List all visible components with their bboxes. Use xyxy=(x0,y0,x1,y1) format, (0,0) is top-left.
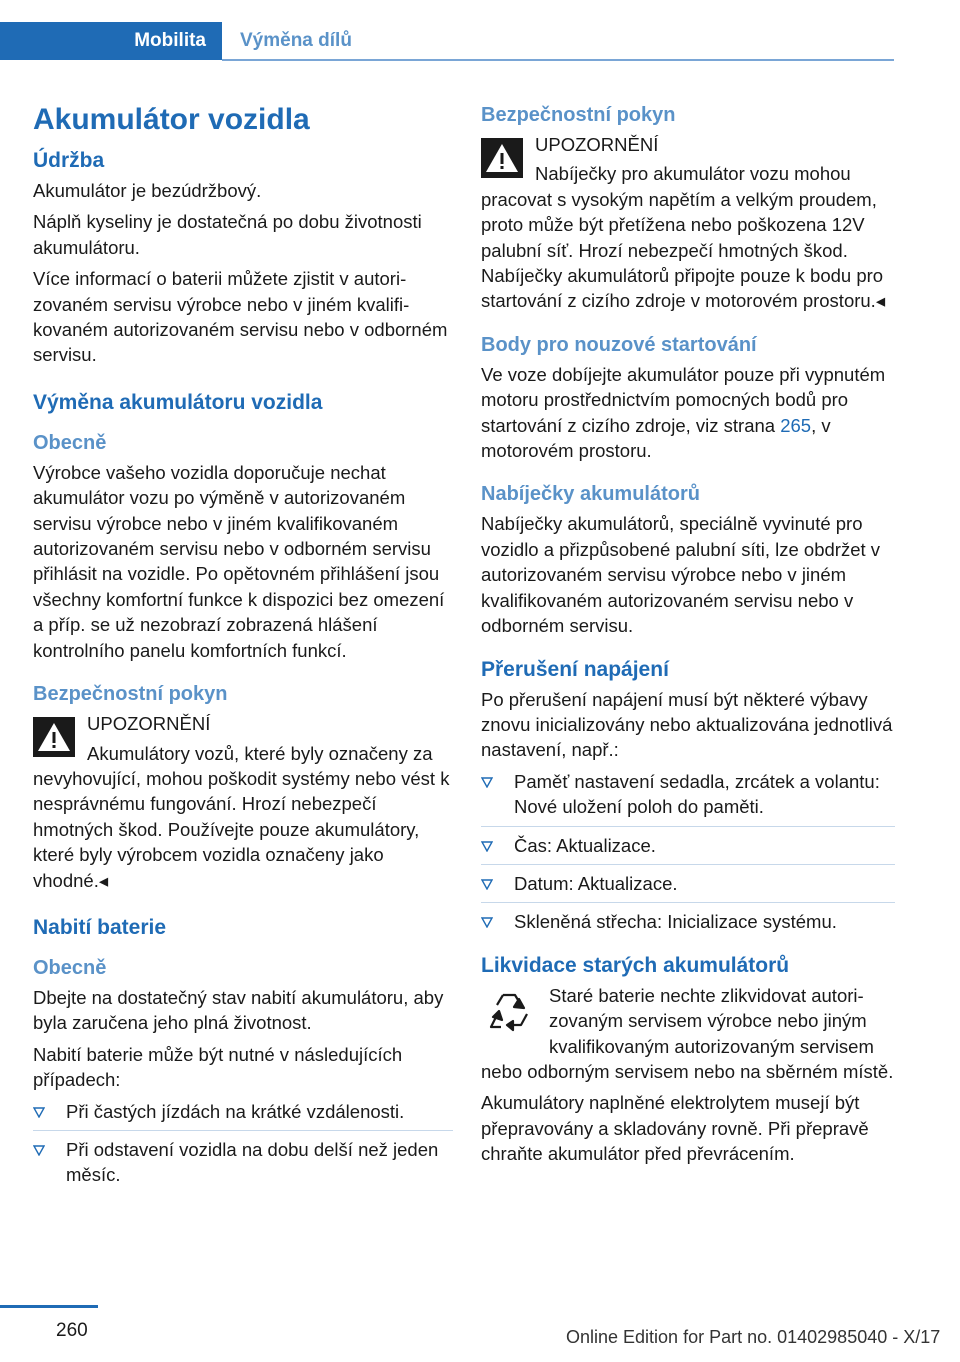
bullet-triangle-icon xyxy=(481,917,493,928)
heading-body: Body pro nouzové startování xyxy=(481,333,757,356)
paragraph: Dbejte na dostatečný stav nabití akumulátoru, aby byla zaručena jeho plná životnost. xyxy=(33,986,444,1034)
bullet-triangle-icon xyxy=(33,1145,45,1156)
heading-obecne: Obecně xyxy=(33,956,107,979)
bullet-triangle-icon xyxy=(33,1107,45,1118)
list-item-text: Při odstavení vozidla na dobu delší než jeden měsíc. xyxy=(66,1138,439,1186)
paragraph-text: , v motorovém prostoru. xyxy=(481,414,831,462)
list-item-text: Paměť nastavení sedadla, zrcátek a volantu: Nové uložení poloh do paměti. xyxy=(514,770,880,818)
list-item xyxy=(481,909,895,934)
list-item-text: Skleněná střecha: Inicializace systému. xyxy=(514,911,837,933)
page-header xyxy=(0,22,894,60)
warning-icon xyxy=(481,138,523,178)
list-item xyxy=(481,871,895,896)
header-divider xyxy=(222,59,894,61)
page-title: Akumulátor vozidla xyxy=(33,103,310,136)
bullet-list xyxy=(481,769,895,935)
paragraph: Akumulátory naplněné elektrolytem musejí být přepravovány a skladovány rovně. Při přepravě chraňte akumulátor před převrácením. xyxy=(481,1092,869,1165)
paragraph-text: Ve voze dobíjejte akumulátor pouze při vypnutém motoru prostřednictvím pomocných bodů pro startování z cizího zdroje, viz strana xyxy=(481,363,886,436)
list-divider xyxy=(481,826,895,827)
bullet-triangle-icon xyxy=(481,777,493,788)
list-item xyxy=(33,1137,453,1188)
list-divider xyxy=(481,864,895,865)
section-tab: Výměna dílů xyxy=(240,30,352,51)
page-number: 260 xyxy=(56,1320,88,1341)
heading-likvidace: Likvidace starých akumulátorů xyxy=(481,953,790,977)
list-item xyxy=(481,833,895,858)
bullet-list xyxy=(33,1099,453,1188)
warning-text: Akumulátory vozů, které byly označeny za nevyhovující, mohou poškodit systémy nebo vést k nesprávnému fungování. Hrozí nebezpečí hmotných škod. Používejte pouze akumulátory, které byly výrobcem vozidla označeny jako vhodné.◂ xyxy=(33,742,450,891)
chapter-tab: Mobilita xyxy=(0,22,222,60)
warning-box xyxy=(33,711,453,893)
edition-text: Online Edition for Part no. 01402985040 - X/17 xyxy=(566,1327,941,1347)
warning-box xyxy=(481,132,895,314)
list-divider xyxy=(33,1130,453,1131)
right-column xyxy=(481,92,895,1173)
list-item-text: Datum: Aktualizace. xyxy=(514,872,678,894)
heading-nabijecky: Nabíječky akumulátorů xyxy=(481,483,700,506)
list-item-text: Při častých jízdách na krátké vzdálenosti. xyxy=(66,1100,405,1122)
list-item-text: Čas: Aktualizace. xyxy=(514,834,656,856)
footer-divider xyxy=(0,1305,98,1308)
warning-title: UPOZORNĚNÍ xyxy=(535,134,659,155)
heading-nabiti: Nabití baterie xyxy=(33,915,167,939)
heading-obecne: Obecně xyxy=(33,431,107,454)
heading-safety: Bezpečnostní pokyn xyxy=(481,104,676,126)
left-column xyxy=(33,92,453,1194)
paragraph xyxy=(481,362,895,464)
warning-icon xyxy=(33,717,75,757)
bullet-triangle-icon xyxy=(481,841,493,852)
paragraph: Staré baterie nechte zlikvidovat autorizovaným servisem výrobce nebo jiným kvalifikovaným autorizovaným servisem nebo odborným servisem nebo na sběrném místě. xyxy=(481,984,894,1082)
paragraph: Více informací o baterii můžete zjistit v autorizovaném servisu výrobce nebo v jiném kvalifikovaném autorizovaném servisu nebo v odborném servisu. xyxy=(33,268,448,366)
heading-preruseni: Přerušení napájení xyxy=(481,657,669,681)
recycle-icon xyxy=(483,987,535,1039)
warning-title: UPOZORNĚNÍ xyxy=(87,713,211,735)
recycle-box xyxy=(481,983,895,1085)
list-divider xyxy=(481,902,895,903)
paragraph: Výrobce vašeho vozidla doporučuje nechat akumulátor vozu po výměně v autorizovaném servisu výrobce nebo v jiném kvalifikovaném autorizovaném servisu nebo v odborném servisu přihlásit na vozidle. Po opětovném přihlášení jsou všechny komfortní funkce k dispozici bez omezení a příp. se už nezobrazí zobrazená hlášení kontrolního panelu komfortních funkcí. xyxy=(33,461,445,661)
paragraph: Náplň kyseliny je dostatečná po dobu životnosti akumulátoru. xyxy=(33,211,422,258)
heading-vymena: Výměna akumulátoru vozidla xyxy=(33,390,323,414)
warning-text: Nabíječky pro akumulátor vozu mohou pracovat s vysokým napětím a velkým proudem, proto může být přetížena nebo poškozena 12V palubní síť. Hrozí nebezpečí hmotných škod. Nabíječky akumulátorů připojte pouze k bodu pro startování z cizího zdroje v motorovém prostoru.◂ xyxy=(481,163,886,312)
heading-safety: Bezpečnostní pokyn xyxy=(33,683,228,706)
paragraph: Akumulátor je bezúdržbový. xyxy=(33,180,262,201)
paragraph: Po přerušení napájení musí být některé výbavy znovu inicializovány nebo aktualizována jednotlivá nastavení, např.: xyxy=(481,688,893,761)
list-item xyxy=(33,1099,453,1124)
heading-udrzba: Údržba xyxy=(33,149,105,172)
bullet-triangle-icon xyxy=(481,879,493,890)
paragraph: Nabití baterie může být nutné v následujících případech: xyxy=(33,1043,403,1091)
paragraph: Nabíječky akumulátorů, speciálně vyvinuté pro vozidlo a přizpůsobené palubní síti, lze obdržet v autorizovaném servisu výrobce nebo v jiném kvalifikovaném autorizovaném servisu nebo v odborném servisu. xyxy=(481,513,881,637)
list-item xyxy=(481,769,895,820)
page-link[interactable]: 265 xyxy=(780,414,812,436)
